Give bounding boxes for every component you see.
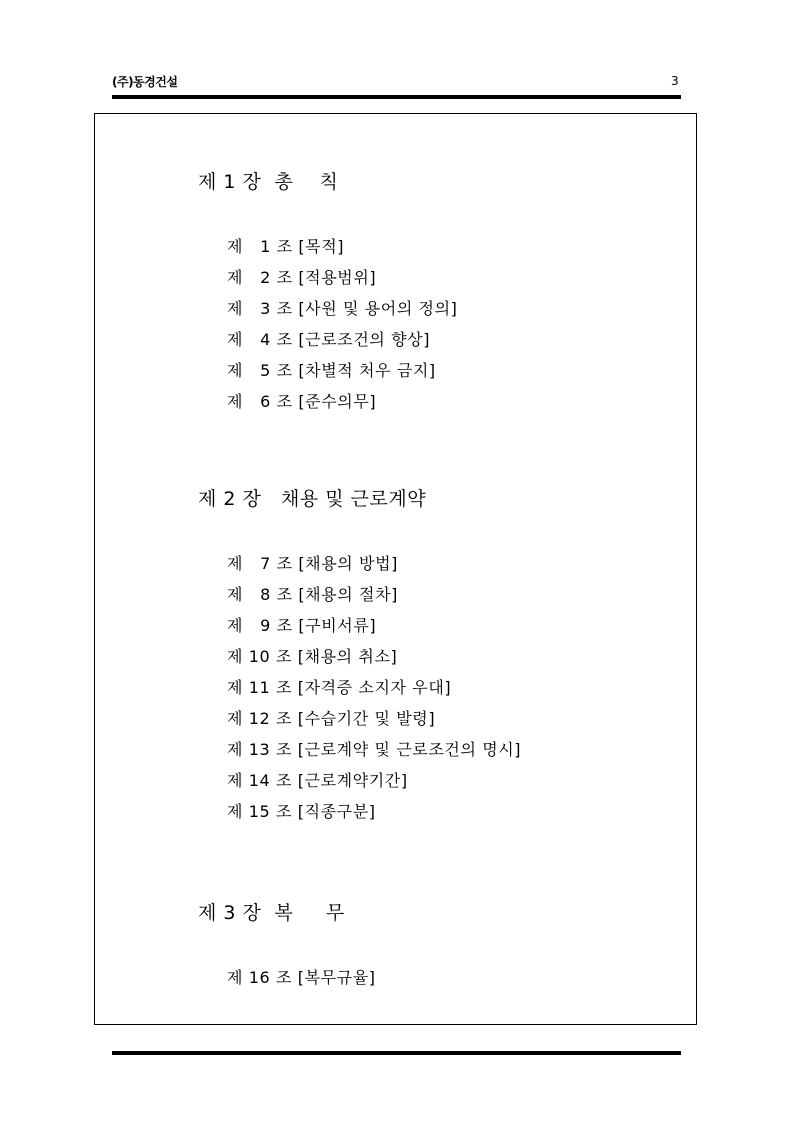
article-1: 제 1 조 [목적]	[227, 237, 345, 256]
footer-rule	[112, 1051, 681, 1055]
article-13: 제 13 조 [근로계약 및 근로조건의 명시]	[227, 740, 522, 759]
article-7: 제 7 조 [채용의 방법]	[227, 554, 398, 573]
chapter-3-title: 제 3 장 복 무	[198, 902, 345, 924]
header-rule	[112, 95, 681, 99]
article-10: 제 10 조 [채용의 취소]	[227, 647, 398, 666]
article-8: 제 8 조 [채용의 절차]	[227, 585, 398, 604]
article-9: 제 9 조 [구비서류]	[227, 616, 377, 635]
article-4: 제 4 조 [근로조건의 향상]	[227, 330, 431, 349]
article-14: 제 14 조 [근로계약기간]	[227, 771, 408, 790]
article-16: 제 16 조 [복무규율]	[227, 968, 376, 987]
page-number: 3	[671, 74, 679, 88]
company-name: (주)동경건설	[112, 75, 178, 89]
article-3: 제 3 조 [사원 및 용어의 정의]	[227, 299, 458, 318]
article-11: 제 11 조 [자격증 소지자 우대]	[227, 678, 452, 697]
article-6: 제 6 조 [준수의무]	[227, 392, 377, 411]
chapter-2-title: 제 2 장 채용 및 근로계약	[198, 488, 427, 510]
article-15: 제 15 조 [직종구분]	[227, 802, 376, 821]
article-12: 제 12 조 [수습기간 및 발령]	[227, 709, 436, 728]
article-2: 제 2 조 [적용범위]	[227, 268, 377, 287]
chapter-1-title: 제 1 장 총 칙	[198, 171, 339, 193]
article-5: 제 5 조 [차별적 처우 금지]	[227, 361, 436, 380]
